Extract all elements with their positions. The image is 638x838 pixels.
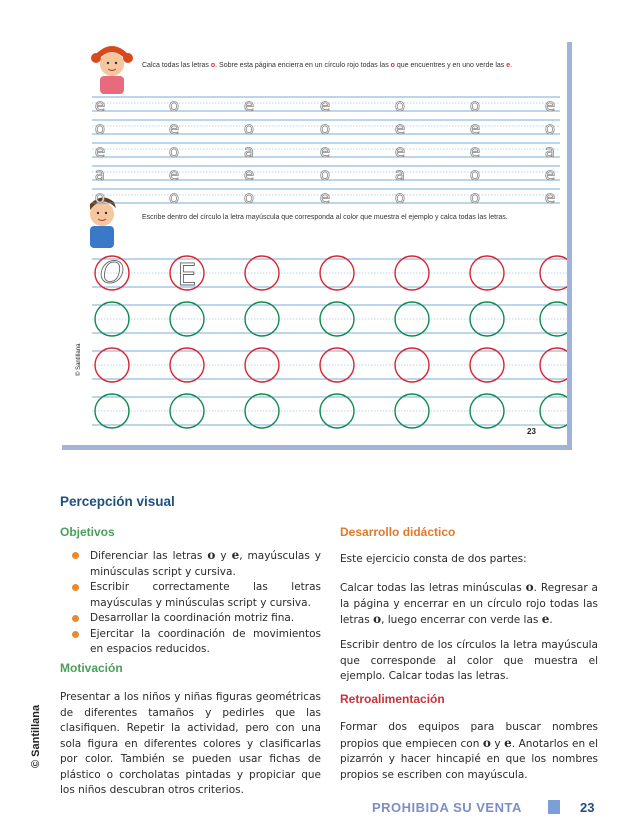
trace-letter: e	[168, 165, 180, 185]
development-p3: Escribir dentro de los círculos la letra mayúscula que corresponde al color que muestra el ejemplo. Calcar todas las letras.	[340, 639, 598, 682]
workbook-page	[62, 42, 572, 450]
answer-circle[interactable]	[95, 302, 129, 336]
answer-circle[interactable]	[395, 256, 429, 290]
answer-circle[interactable]	[245, 394, 279, 428]
bullet-icon	[72, 552, 79, 559]
page-number: 23	[580, 800, 595, 815]
answer-circle[interactable]	[245, 256, 279, 290]
answer-circle[interactable]	[540, 394, 567, 428]
objective-item: Ejercitar la coordinación de movimientos en espacios reducidos.	[60, 627, 321, 658]
bullet-icon	[72, 584, 79, 591]
answer-circle[interactable]	[540, 348, 567, 382]
trace-letter: o	[469, 165, 481, 185]
trace-letter: a	[544, 142, 556, 162]
feedback-text: Formar dos equipos para buscar nombres propios que empiecen con o y e. Anotarlos en el pizarrón y hacer hincapié en que los nombres propios se escriben con mayúscula.	[340, 721, 598, 781]
trace-letter: a	[243, 142, 255, 162]
trace-letter: o	[394, 188, 406, 208]
trace-letter: e	[469, 142, 481, 162]
letter-grid	[92, 96, 560, 208]
objectives-list	[60, 548, 321, 658]
answer-circle[interactable]	[170, 394, 204, 428]
red-o-sample: o	[210, 62, 216, 69]
trace-letter: e	[243, 96, 255, 116]
trace-letter: o	[469, 96, 481, 116]
development-p1: Este ejercicio consta de dos partes:	[340, 553, 527, 565]
answer-circle[interactable]	[470, 302, 504, 336]
answer-circle[interactable]	[245, 348, 279, 382]
example-green-letter: E	[177, 258, 197, 293]
feedback-heading: Retroalimentación	[340, 692, 445, 706]
instruction-1: Calca todas las letras o. Sobre esta página encierra en un círculo rojo todas las o que encuentres y en uno verde las e.	[142, 62, 513, 69]
trace-letter: e	[94, 142, 106, 162]
example-red-letter: O	[99, 256, 125, 291]
workbook-copyright: © Santillana	[76, 343, 82, 376]
answer-circle[interactable]	[470, 256, 504, 290]
answer-circle[interactable]	[320, 302, 354, 336]
trace-letter: e	[394, 119, 406, 139]
answer-circle[interactable]	[395, 348, 429, 382]
answer-circle[interactable]	[95, 394, 129, 428]
trace-letter: o	[94, 119, 106, 139]
workbook-page-number: 23	[527, 427, 536, 436]
trace-letter: o	[319, 165, 331, 185]
trace-letter: e	[168, 119, 180, 139]
trace-letter: e	[469, 119, 481, 139]
trace-letter: a	[394, 165, 406, 185]
bullet-icon	[72, 615, 79, 622]
instruction-2: Escribe dentro del círculo la letra mayúscula que corresponda al color que muestra el ejemplo y calca todas las letras.	[142, 214, 508, 221]
footer-notice: PROHIBIDA SU VENTA	[372, 800, 522, 815]
section-title: Percepción visual	[60, 494, 175, 509]
trace-letter: o	[94, 188, 106, 208]
trace-letter: o	[394, 96, 406, 116]
answer-circle[interactable]	[320, 256, 354, 290]
answer-circle[interactable]	[170, 348, 204, 382]
circle-grid	[92, 256, 567, 428]
trace-letter: a	[94, 165, 106, 185]
answer-circle[interactable]	[95, 348, 129, 382]
answer-circle[interactable]	[540, 256, 567, 290]
trace-letter: o	[168, 188, 180, 208]
side-copyright: © Santillana	[30, 704, 42, 768]
answer-circle[interactable]	[540, 302, 567, 336]
trace-letter: e	[544, 188, 556, 208]
trace-letter: e	[243, 165, 255, 185]
answer-circle[interactable]	[170, 302, 204, 336]
trace-letter: o	[544, 119, 556, 139]
trace-letter: e	[544, 96, 556, 116]
red-e-sample: e	[506, 62, 511, 69]
trace-letter: o	[469, 188, 481, 208]
objective-item: Escribir correctamente las letras mayúsculas y minúsculas script y cursiva.	[60, 580, 321, 611]
trace-letter: o	[243, 119, 255, 139]
trace-letter: o	[168, 96, 180, 116]
motivation-heading: Motivación	[60, 661, 123, 675]
development-heading: Desarrollo didáctico	[340, 525, 456, 539]
trace-letter: e	[319, 142, 331, 162]
objective-item: Diferenciar las letras o y e, mayúsculas y minúsculas script y cursiva.	[60, 548, 321, 580]
answer-circle[interactable]	[470, 394, 504, 428]
trace-letter: o	[243, 188, 255, 208]
trace-letter: e	[319, 188, 331, 208]
red-o-sample-2: o	[390, 62, 395, 69]
answer-circle[interactable]	[395, 302, 429, 336]
trace-letter: e	[394, 142, 406, 162]
answer-circle[interactable]	[245, 302, 279, 336]
answer-circle[interactable]	[320, 348, 354, 382]
trace-letter: e	[319, 96, 331, 116]
motivation-text: Presentar a los niños y niñas figuras geométricas de diferentes tamaños y pedirles que las clasifiquen. Repetir la actividad, pero con una sola figura en diferentes colores y clasificarlas por color. También se pueden usar fichas de plástico o corcholatas pintadas y propiciar que los niños descubran otros criterios.	[60, 691, 321, 796]
answer-circle[interactable]	[395, 394, 429, 428]
development-p2: Calcar todas las letras minúsculas o. Regresar a la página y encerrar en un círculo rojo todas las letras o, luego encerrar con verde las e.	[340, 580, 598, 626]
answer-circle[interactable]	[470, 348, 504, 382]
trace-letter: e	[544, 165, 556, 185]
trace-letter: e	[94, 96, 106, 116]
girl-illustration-icon	[91, 46, 133, 94]
objectives-heading: Objetivos	[60, 525, 115, 539]
objective-item: Desarrollar la coordinación motriz fina.	[60, 611, 321, 627]
trace-letter: o	[168, 142, 180, 162]
trace-letter: o	[319, 119, 331, 139]
answer-circle[interactable]	[320, 394, 354, 428]
workbook-exercise-canvas	[62, 42, 567, 445]
footer-square-icon	[548, 800, 560, 814]
bullet-icon	[72, 631, 79, 638]
